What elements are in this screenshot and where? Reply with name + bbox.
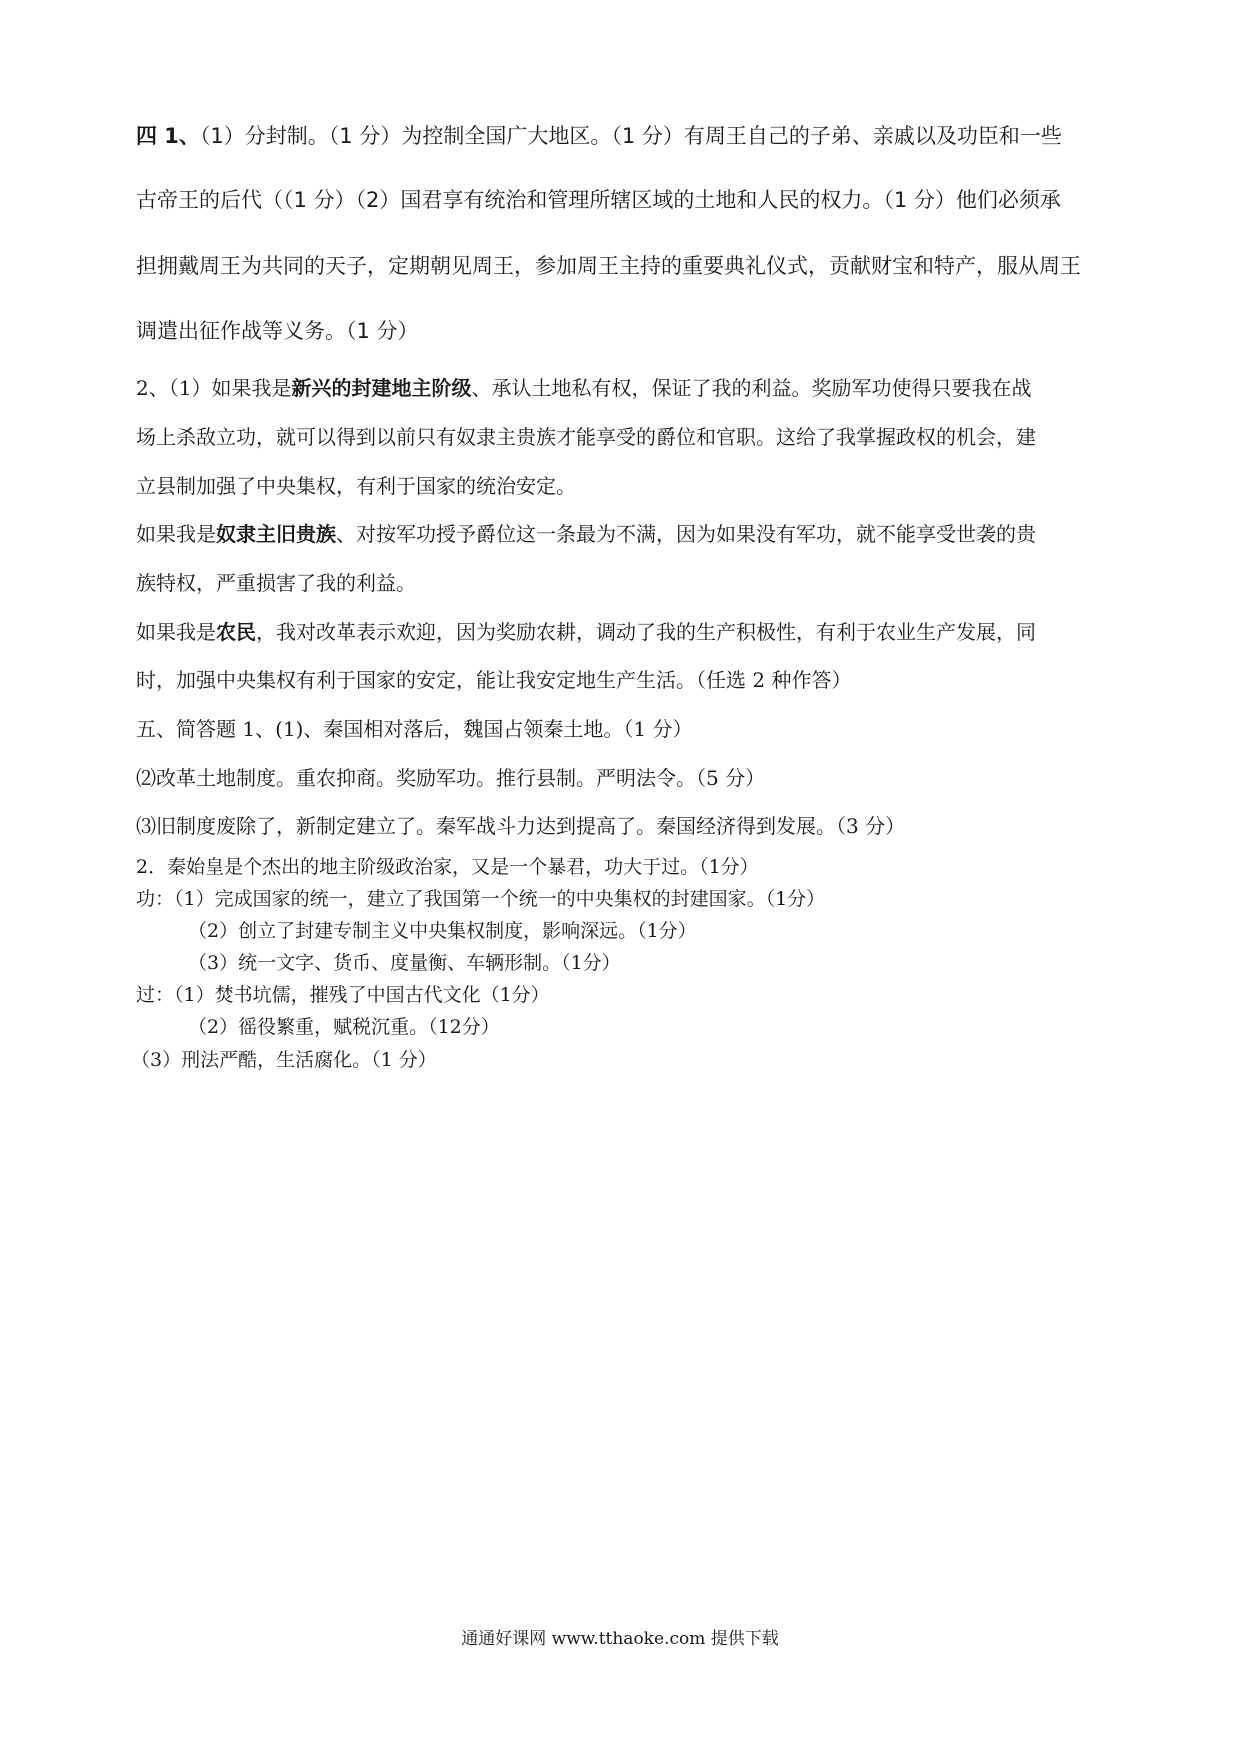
section4-q2-p1-line1	[136, 372, 1126, 401]
section5-merits-3: （3）统一文字、货币、度量衡、车辆形制。（1分）	[188, 952, 621, 974]
q2-p2-lead: 如果我是	[136, 522, 216, 546]
section5-faults-2: （2）徭役繁重，赋税沉重。（12分）	[188, 1016, 500, 1038]
q2-p1-trail: 、承认土地私有权，保证了我的利益。奖励军功使得只要我在战	[471, 376, 1032, 400]
section5-faults-1: 过：（1）焚书坑儒，摧残了中国古代文化（1分）	[136, 984, 550, 1006]
section4-q2-p1-line2: 场上杀敌立功，就可以得到以前只有奴隶主贵族才能享受的爵位和官职。这给了我掌握政权的机会，建	[136, 425, 1036, 449]
page-footer: 通通好课网 www.tthaoke.com 提供下载	[461, 1629, 779, 1649]
section5-q1-line1: 五、简答题 1、(1)、秦国相对落后，魏国占领秦土地。（1 分）	[136, 717, 693, 741]
q2-p3-trail: ，我对改革表示欢迎，因为奖励农耕，调动了我的生产积极性，有利于农业生产发展，同	[256, 620, 1036, 644]
section4-q1-line4: 调遣出征作战等义务。（1 分）	[136, 319, 419, 343]
q2-p3-lead: 如果我是	[136, 620, 216, 644]
section5-faults-3: （3）刑法严酷，生活腐化。（1 分）	[131, 1049, 437, 1071]
section4-q2-p1-line3: 立县制加强了中央集权，有利于国家的统治安定。	[136, 474, 576, 498]
section5-q1-line3: ⑶旧制度废除了，新制定建立了。秦军战斗力达到提高了。秦国经济得到发展。（3 分）	[136, 814, 906, 838]
section4-q2-p3-line1	[136, 616, 1126, 645]
q2-p3-bold: 农民	[216, 620, 256, 644]
section5-merits-2: （2）创立了封建专制主义中央集权制度，影响深远。（1分）	[188, 920, 697, 942]
section4-q1-line1	[136, 120, 1126, 150]
q2-p2-trail: 、对按军功授予爵位这一条最为不满，因为如果没有军功，就不能享受世袭的贵	[336, 522, 1036, 546]
section5-merits-1: 功：（1）完成国家的统一，建立了我国第一个统一的中央集权的封建国家。（1分）	[136, 888, 826, 910]
section4-q1-text: （1）分封制。（1 分）为控制全国广大地区。（1 分）有周王自己的子弟、亲戚以及功臣和一些	[199, 124, 1062, 148]
section4-q1-line2: 古帝王的后代（（1 分）（2）国君享有统治和管理所辖区域的土地和人民的权力。（1 分）他们必须承	[136, 188, 1061, 212]
section4-q1-number: 四 1、	[136, 124, 200, 148]
section4-q2-p2-line2: 族特权，严重损害了我的利益。	[136, 571, 416, 595]
q2-p1-bold: 新兴的封建地主阶级	[291, 376, 472, 400]
section5-q1-line2: ⑵改革土地制度。重农抑商。奖励军功。推行县制。严明法令。（5 分）	[136, 766, 766, 790]
q2-p1-lead: 2、（1）如果我是	[136, 376, 292, 400]
q2-p2-bold: 奴隶主旧贵族	[216, 522, 336, 546]
section4-q1-line3: 担拥戴周王为共同的天子，定期朝见周王，参加周王主持的重要典礼仪式，贡献财宝和特产，服从周王	[136, 254, 1081, 278]
section4-q2-p2-line1	[136, 518, 1126, 547]
section5-q2-line1: 2．秦始皇是个杰出的地主阶级政治家，又是一个暴君，功大于过。（1分）	[136, 856, 759, 878]
section4-q2-p3-line2: 时，加强中央集权有利于国家的安定，能让我安定地生产生活。（任选 2 种作答）	[136, 668, 852, 692]
